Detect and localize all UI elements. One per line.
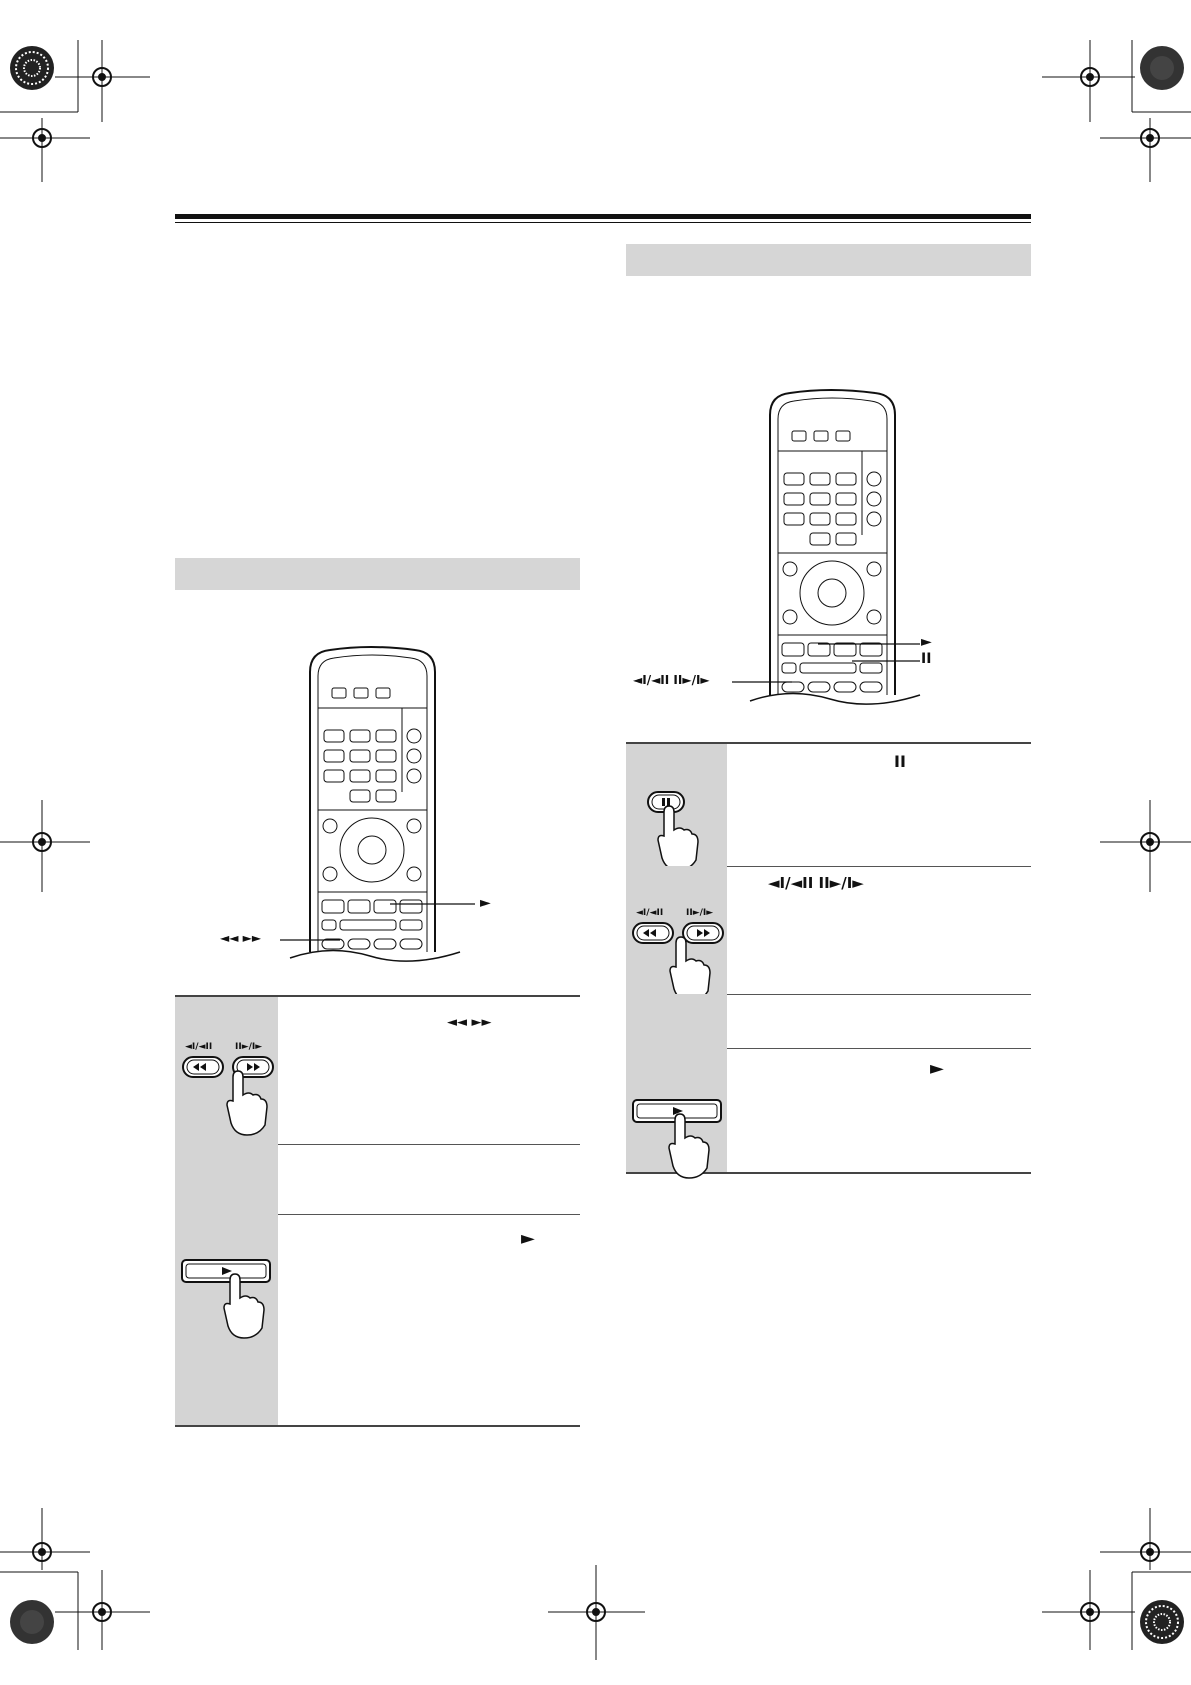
scan-step-3-icon-cell [175, 1214, 278, 1425]
slow-rev-label: ◄I/◄II [636, 908, 664, 918]
slow-fwd-label: II►/I► [686, 908, 714, 918]
play-button-press-icon-right [631, 1098, 727, 1178]
scan-step-1-icon-cell [175, 997, 278, 1144]
slow-step-3-icon-cell [626, 994, 727, 1048]
section-bar-scanning [175, 558, 580, 590]
callout-play-left: ► [480, 895, 491, 911]
scan-buttons-icon [181, 1055, 277, 1135]
slow-step-2 [626, 866, 1031, 995]
callout-scan-left: ◄◄ ►► [220, 931, 262, 945]
slow-step-2-inline-symbols: ◄I/◄II II►/I► [768, 874, 864, 892]
slow-step-1 [626, 744, 1031, 867]
scan-rev-label: ◄I/◄II [185, 1042, 213, 1052]
slow-step-4 [626, 1048, 1031, 1172]
play-button-press-icon [180, 1258, 276, 1358]
scan-step-1 [175, 997, 580, 1145]
scan-steps-table [175, 995, 580, 1427]
slow-step-4-icon-cell [626, 1048, 727, 1172]
scan-step-2-icon-cell [175, 1144, 278, 1214]
callout-lines-right [620, 600, 950, 710]
callout-lines-left [280, 880, 480, 960]
slow-step-2-icon-cell [626, 866, 727, 994]
scan-step-2 [175, 1144, 580, 1215]
scan-step-1-inline-symbols: ◄◄ ►► [447, 1015, 492, 1030]
slow-step-1-inline-symbols: II [894, 752, 906, 771]
slow-step-buttons-icon [631, 921, 727, 1001]
slow-step-1-icon-cell [626, 744, 727, 866]
section-bar-slow-motion [626, 244, 1031, 276]
scan-fwd-label: II►/I► [235, 1042, 263, 1052]
callout-pause-right: II [921, 651, 932, 667]
pause-button-press-icon [646, 790, 726, 870]
header-rule-thin [175, 222, 1031, 223]
callout-slow-step-right: ◄I/◄II II►/I► [633, 673, 710, 687]
header-rule [175, 214, 1031, 219]
scan-step-3-inline-symbols: ► [521, 1228, 535, 1249]
slow-steps-table [626, 742, 1031, 1174]
callout-play-right: ► [921, 634, 932, 650]
scan-step-3 [175, 1214, 580, 1425]
slow-step-3 [626, 994, 1031, 1049]
slow-step-4-inline-symbols: ► [930, 1058, 944, 1079]
